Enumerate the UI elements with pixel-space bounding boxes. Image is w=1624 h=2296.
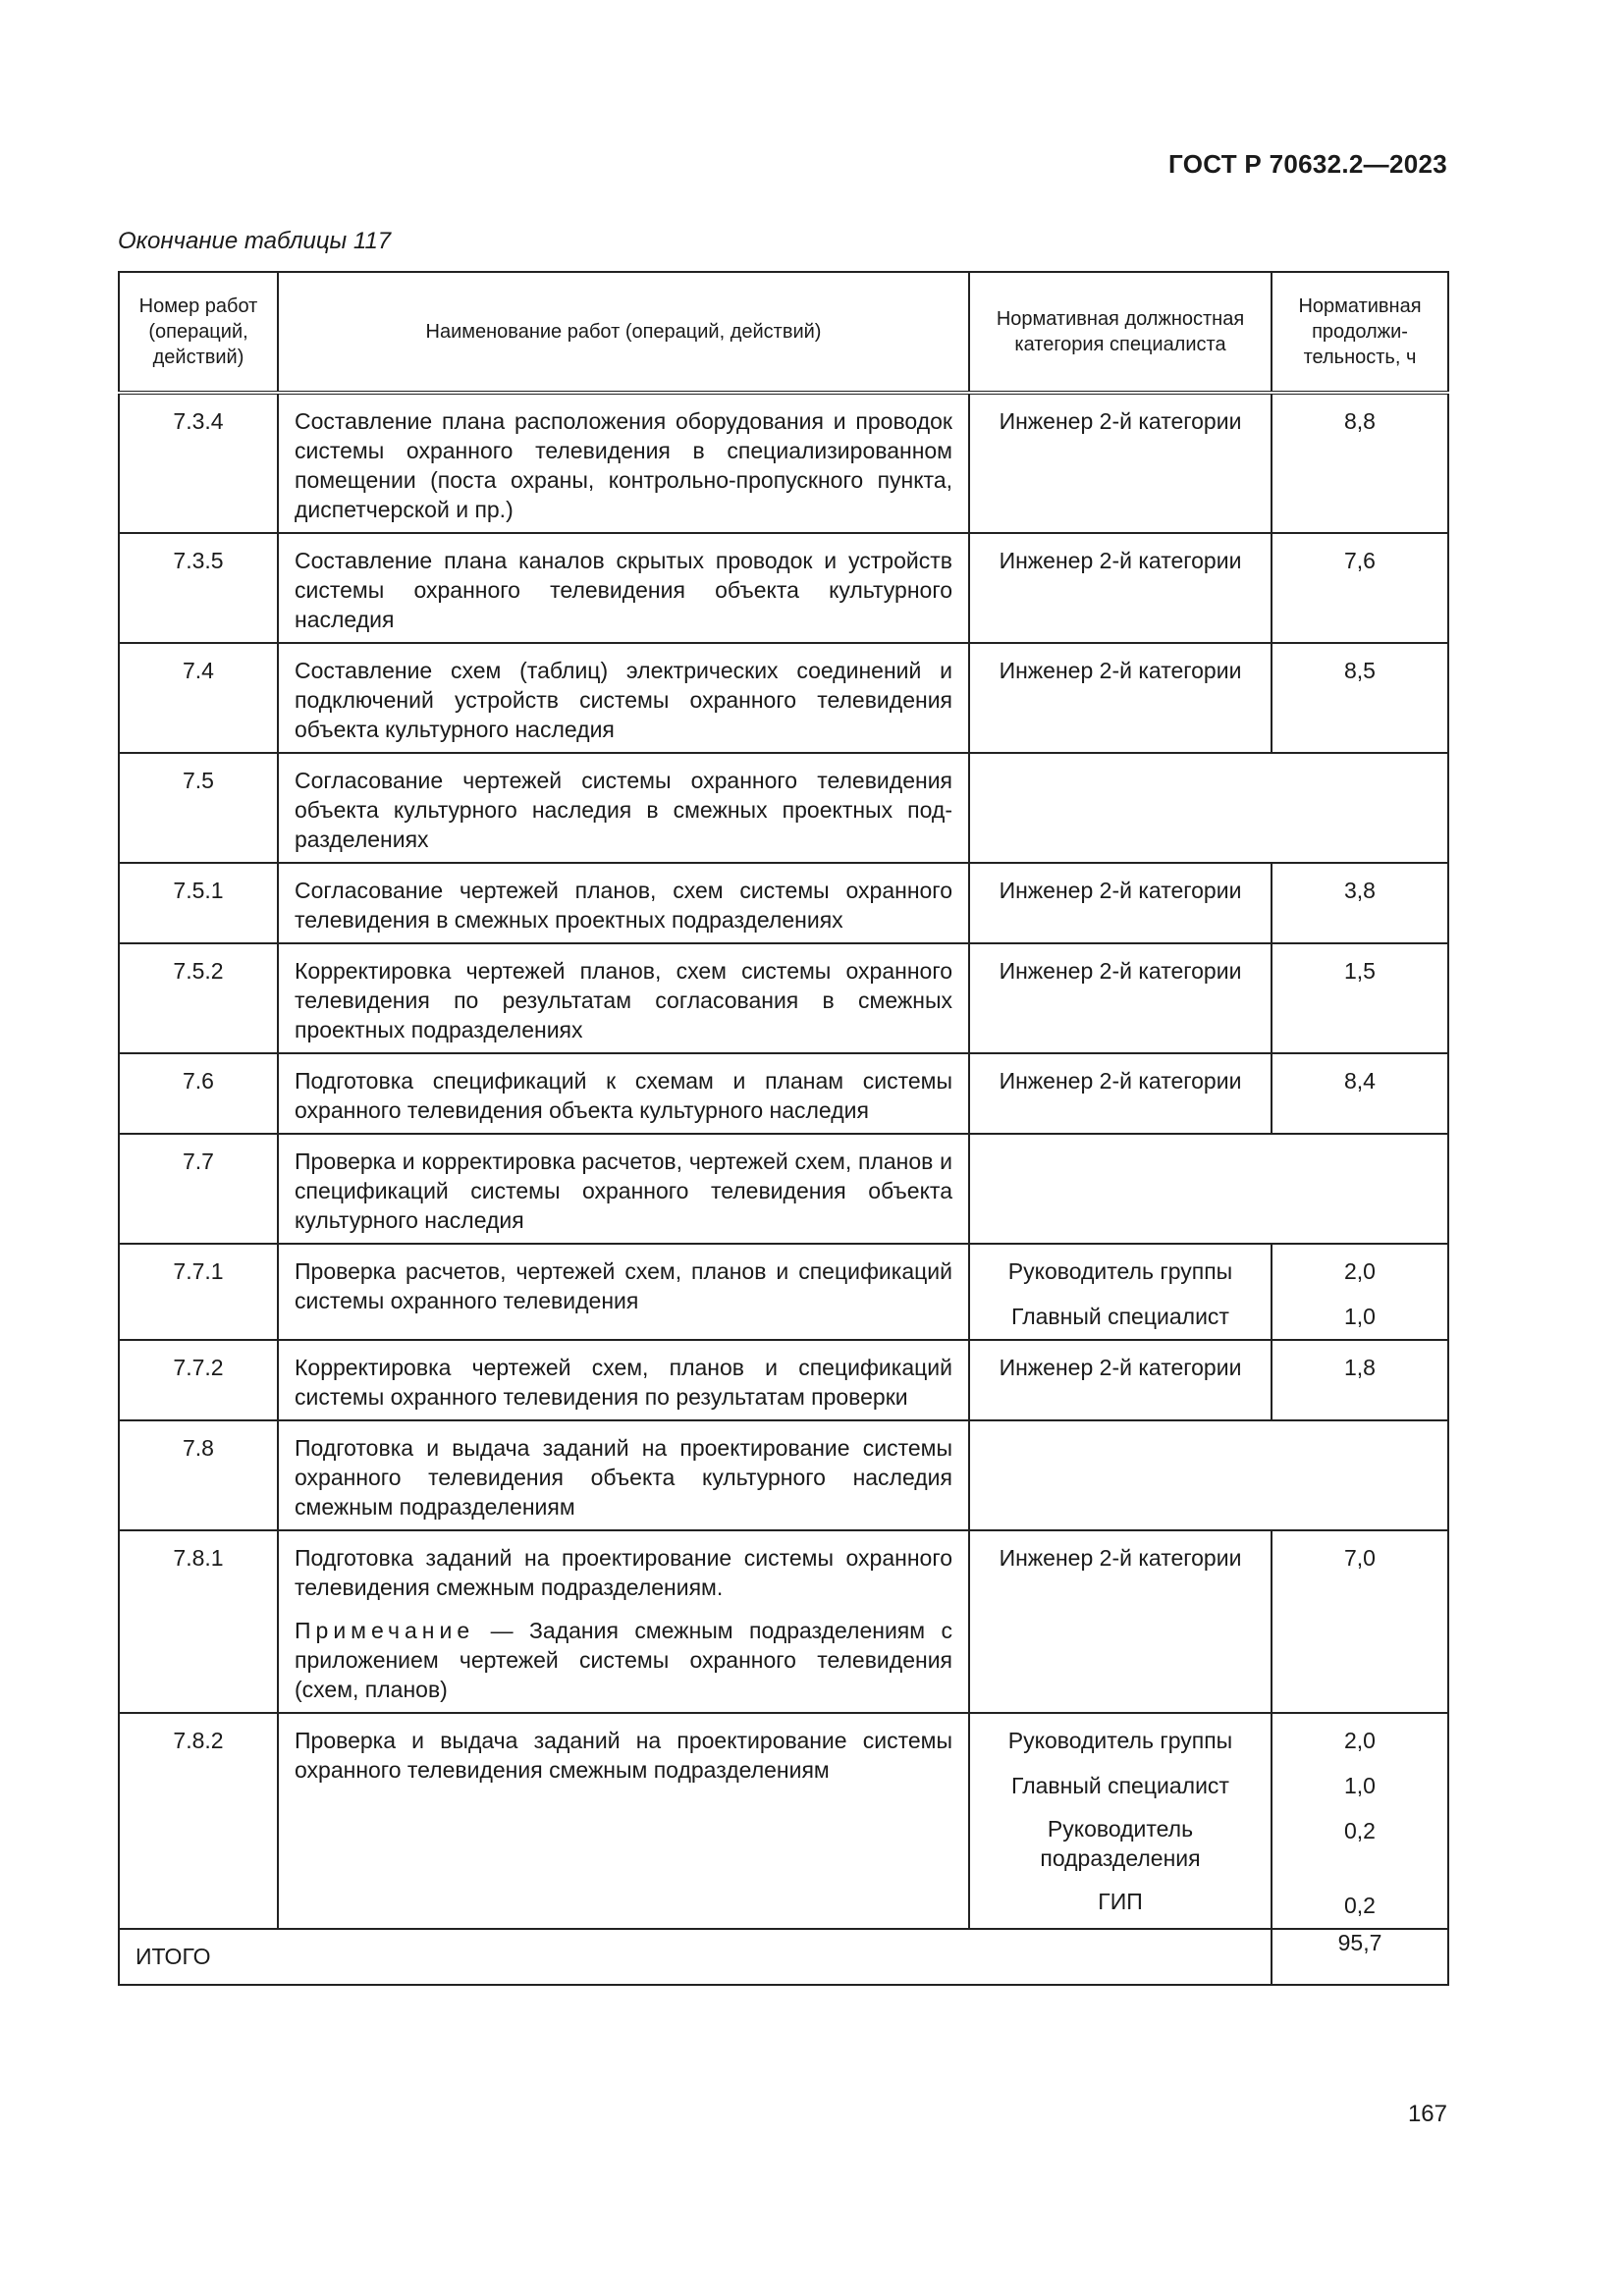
duration-hours: 1,0 [1344, 1304, 1376, 1329]
duration-hours: 1,5 [1344, 958, 1376, 984]
work-name-cell [278, 1134, 969, 1244]
work-number: 7.8.2 [119, 1713, 278, 1929]
work-name-cell [278, 863, 969, 943]
work-name-cell [278, 643, 969, 753]
duration-cell [1272, 533, 1448, 643]
duration-hours: 3,8 [1344, 878, 1376, 903]
duration-hours: 1,0 [1344, 1773, 1376, 1798]
specialist-category: Инженер 2-й категории [999, 1545, 1242, 1571]
duration-hours: 8,5 [1344, 658, 1376, 683]
total-row [119, 1929, 1448, 1985]
specialist-category: Инженер 2-й категории [999, 1068, 1242, 1094]
work-number: 7.4 [119, 643, 278, 753]
work-name-cell [278, 1053, 969, 1134]
work-number: 7.7.1 [119, 1244, 278, 1340]
work-number: 7.7 [119, 1134, 278, 1244]
duration-hours: 1,8 [1344, 1355, 1376, 1380]
work-number: 7.6 [119, 1053, 278, 1134]
work-number: 7.5 [119, 753, 278, 863]
work-name-cell [278, 1340, 969, 1420]
work-number: 7.5.1 [119, 863, 278, 943]
work-name: Проверка и выдача заданий на проектирование системы охранного телевидения смежным подразделениям [295, 1728, 952, 1783]
category-cell [969, 393, 1272, 533]
category-cell [969, 533, 1272, 643]
note-label: Примечание [295, 1618, 475, 1643]
specialist-category: Руководитель группы [1007, 1258, 1233, 1284]
note-text: — Задания смежным подразделениям с приложением чертежей системы охранного телевидения (схем, планов) [295, 1618, 952, 1702]
work-name-cell [278, 1420, 969, 1530]
duration-cell [1272, 1244, 1448, 1340]
norms-table [118, 271, 1449, 1986]
table-row [119, 643, 1448, 753]
work-name-cell [278, 753, 969, 863]
work-note [295, 1616, 952, 1704]
work-name: Составление схем (таблиц) электрических соединений и подключений устройств системы охранного телевидения объекта культурного наследия [295, 658, 952, 742]
work-name-cell [278, 533, 969, 643]
work-number: 7.7.2 [119, 1340, 278, 1420]
table-row [119, 1134, 1448, 1244]
duration-hours: 2,0 [1344, 1728, 1376, 1753]
empty-cell [969, 753, 1448, 863]
category-cell [969, 863, 1272, 943]
table-row [119, 1053, 1448, 1134]
work-name-cell [278, 1244, 969, 1340]
specialist-category: Инженер 2-й категории [999, 548, 1242, 573]
category-cell [969, 943, 1272, 1053]
table-row [119, 533, 1448, 643]
duration-hours: 2,0 [1344, 1258, 1376, 1284]
document-code: ГОСТ Р 70632.2—2023 [1168, 149, 1447, 179]
category-cell [969, 1530, 1272, 1713]
duration-cell [1272, 1053, 1448, 1134]
specialist-category: Руководитель группы [1007, 1728, 1233, 1753]
work-name: Проверка и корректировка расчетов, чертежей схем, планов и спецификаций системы охранного телевидения объекта культурного наследия [295, 1148, 952, 1233]
specialist-category: Инженер 2-й категории [999, 878, 1242, 903]
table-row [119, 1244, 1448, 1340]
duration-cell [1272, 1713, 1448, 1929]
table-row [119, 1530, 1448, 1713]
duration-cell [1272, 943, 1448, 1053]
table-row [119, 1713, 1448, 1929]
category-cell [969, 643, 1272, 753]
category-cell [969, 1053, 1272, 1134]
work-name-cell [278, 1713, 969, 1929]
duration-hours: 0,2 [1344, 1818, 1376, 1843]
page-number: 167 [1407, 2101, 1447, 2127]
work-name: Составление плана каналов скрытых проводок и устройств системы охранного телевидения объекта культурного наследия [295, 548, 952, 632]
col-header-name: Наименование работ (операций, действий) [278, 272, 969, 393]
work-name: Составление плана расположения оборудования и проводок системы охранного телевидения в специализированном помещении (поста охраны, контрольно-пропускного пункта, диспетчерской и пр.) [295, 408, 952, 522]
work-number: 7.3.4 [119, 393, 278, 533]
table-row [119, 753, 1448, 863]
category-cell [969, 1713, 1272, 1929]
specialist-category: Главный специалист [1011, 1304, 1229, 1329]
table-row [119, 943, 1448, 1053]
work-name-cell [278, 943, 969, 1053]
table-caption: Окончание таблицы 117 [118, 228, 392, 254]
work-name: Подготовка и выдача заданий на проектирование системы охранного телевидения объекта культурного наследия смежным подразделениям [295, 1435, 952, 1520]
work-name-cell [278, 1530, 969, 1713]
duration-hours: 0,2 [1344, 1893, 1376, 1918]
col-header-duration: Нормативная продолжи- тельность, ч [1272, 272, 1448, 393]
work-name: Согласование чертежей планов, схем системы охранного телевидения в смежных проектных подразделениях [295, 878, 952, 933]
specialist-category: Инженер 2-й категории [999, 658, 1242, 683]
work-name: Корректировка чертежей схем, планов и спецификаций системы охранного телевидения по результатам проверки [295, 1355, 952, 1410]
work-number: 7.8.1 [119, 1530, 278, 1713]
table-row [119, 1420, 1448, 1530]
duration-cell [1272, 1340, 1448, 1420]
total-label: ИТОГО [119, 1929, 1272, 1985]
duration-hours: 8,4 [1344, 1068, 1376, 1094]
duration-hours: 7,6 [1344, 548, 1376, 573]
empty-cell [969, 1134, 1448, 1244]
work-name: Подготовка спецификаций к схемам и планам системы охранного телевидения объекта культурного наследия [295, 1068, 952, 1123]
duration-cell [1272, 393, 1448, 533]
duration-hours: 7,0 [1344, 1545, 1376, 1571]
col-header-number: Номер работ (операций, действий) [119, 272, 278, 393]
work-number: 7.3.5 [119, 533, 278, 643]
duration-cell [1272, 863, 1448, 943]
col-header-category: Нормативная должностная категория специалиста [969, 272, 1272, 393]
work-number: 7.8 [119, 1420, 278, 1530]
duration-cell [1272, 1530, 1448, 1713]
work-name: Подготовка заданий на проектирование системы охранного телевидения смежным подразделениям. [295, 1545, 952, 1600]
table-row [119, 863, 1448, 943]
total-value: 95,7 [1272, 1929, 1448, 1985]
specialist-category: Инженер 2-й категории [999, 408, 1242, 434]
work-name: Проверка расчетов, чертежей схем, планов и спецификаций системы охранного телевидения [295, 1258, 952, 1313]
specialist-category: Инженер 2-й категории [999, 958, 1242, 984]
work-name: Согласование чертежей системы охранного телевидения объекта культурного наследия в смежных проектных подразделениях [295, 768, 952, 852]
table-row [119, 1340, 1448, 1420]
work-name: Корректировка чертежей планов, схем системы охранного телевидения по результатам согласования в смежных проектных подразделениях [295, 958, 952, 1042]
table-row [119, 393, 1448, 533]
work-name-cell [278, 393, 969, 533]
duration-hours: 8,8 [1344, 408, 1376, 434]
category-cell [969, 1244, 1272, 1340]
table-header-row [119, 272, 1448, 393]
duration-cell [1272, 643, 1448, 753]
specialist-category: Главный специалист [1011, 1773, 1229, 1798]
specialist-category: Руководитель подразделения [1040, 1816, 1201, 1871]
specialist-category: Инженер 2-й категории [999, 1355, 1242, 1380]
specialist-category: ГИП [1098, 1889, 1143, 1914]
empty-cell [969, 1420, 1448, 1530]
work-number: 7.5.2 [119, 943, 278, 1053]
category-cell [969, 1340, 1272, 1420]
